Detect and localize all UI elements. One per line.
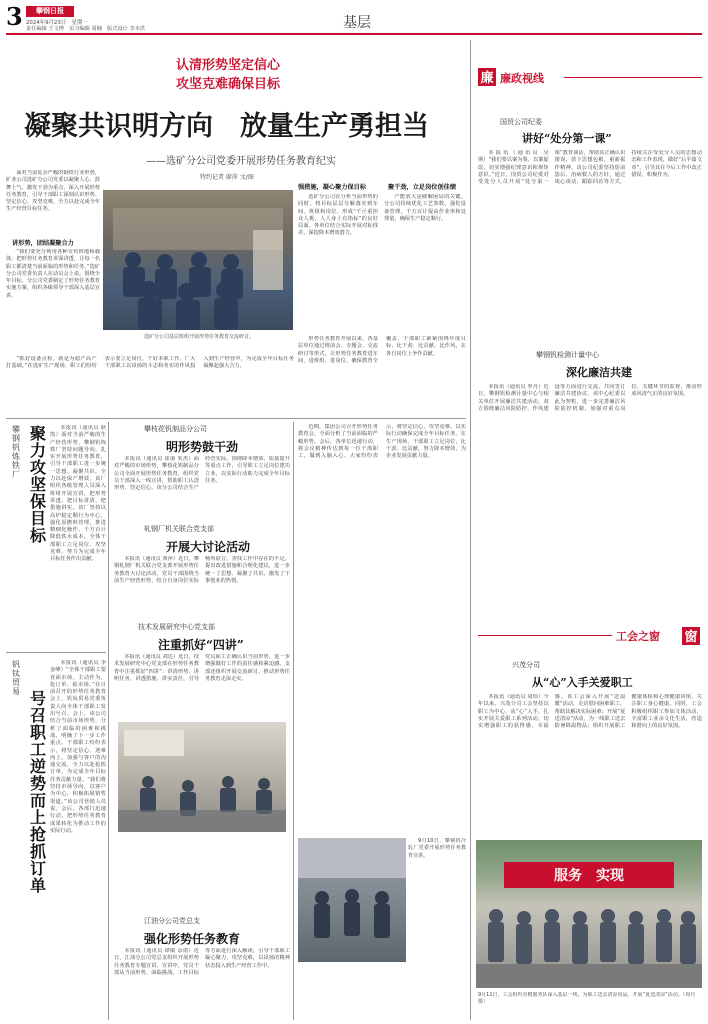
- photo-credit: （周丹 摄）: [478, 992, 696, 1005]
- center-photo: [298, 838, 406, 962]
- mid-text-3: 本报讯（通讯员 刘达）近日，技术发展研究中心党支部在形势任务教育中注重抓好“四讲”：讲清形势、讲明任务、讲透措施、讲实责任，引导党员职工正确认识当前形势，进一步增强做好工作的责任感和紧迫感。支部还组织开展交流研讨，推动形势任务教育走深走实。: [114, 654, 290, 682]
- right-kicker-2: 攀钢钒检测计量中心: [536, 351, 599, 359]
- left-kicker-1: 攀钢钒炼铁厂: [12, 425, 20, 479]
- right-caption-text: 9月11日，工会组织劳模服务队深入基层一线，为职工送去清凉用品，开展“夏送清凉”活动。: [478, 992, 683, 998]
- mid-kicker-2: 轧钢厂机关联合党支部: [144, 525, 214, 533]
- mid-photo: [118, 722, 286, 832]
- center-column-rule: [293, 422, 294, 1020]
- left-body-2: [50, 660, 106, 1016]
- right-headline-3: 从“心”入手关爱职工: [532, 676, 633, 689]
- date-line: 2024年9月23日 星期一: [26, 20, 88, 26]
- lead-subhead: ——选矿分公司党委开展形势任务教育纪实: [146, 156, 336, 167]
- slogan-line-1: 认清形势坚定信心: [176, 58, 281, 73]
- right-body-1: [478, 150, 702, 304]
- lead-bottom-rule: [6, 418, 466, 419]
- lead-paragraph-1: [6, 170, 100, 230]
- mid-headline-4: 强化形势任务教育: [144, 932, 241, 946]
- mid-headline-1: 明形势鼓干劲: [166, 440, 239, 454]
- mid-body-1: [114, 456, 290, 516]
- lead-subheading-2: 强措施，凝心聚力保目标: [298, 184, 367, 191]
- lead-p4: 产能放大是破解困局的关键。分公司持续优化工艺参数，强化设备管理，千方百计提高作业率和处理量，确保生产稳定顺行。: [384, 194, 466, 222]
- center-text: 近期，集团公司召开形势任务教育会，全面分析了当前面临的严峻形势。会后，各单位迅速行动，将会议精神传达到每一位干部职工，做到入脑入心。大家纷纷表示，将坚定信心，攻坚克难，以实际行动确保完成全年目标任务。在生产现场，干部职工立足岗位，比干劲、比贡献，努力降本增效，为企业发展贡献力量。: [298, 424, 466, 460]
- right-text-3: 本报讯（通讯员 周炜）今年以来，兴茂分司工会坚持以职工为中心，从“心”入手，扎实开展关爱职工系列活动，切实增强职工的获得感、幸福感。该工会深入开展“送温暖”活动，走访慰问困难职工，帮助其解决实际困难；开展“夏送清凉”活动，为一线职工送去防暑降温物品；组织开展职工健康体检和心理健康讲座，关注职工身心健康。同时，工会积极组织职工参加文体活动，丰富职工业余文化生活，营造和谐向上的良好氛围。: [478, 694, 702, 730]
- lead-paragraph-6: [298, 336, 466, 414]
- right-photo-caption: [478, 992, 702, 1014]
- mid-body-2: [114, 556, 290, 616]
- lead-p6: 形势任务教育开展以来，各基层单位通过班前会、专题会、交流研讨等形式，让形势任务教育进车间、进班组、进岗位，确保教育全覆盖。干部职工紧紧围绕年度目标，比干劲、比贡献、比作风，在各自岗位上争作贡献。: [298, 336, 466, 364]
- lead-p1: 面对当前复杂严峻的钢铁行业形势，矿业公司选矿分公司党委以凝聚人心、鼓舞士气、激发干劲为重点，深入开展形势任务教育，引导干部职工深刻认识形势、坚定信心、攻坚克难，全力以赴完成全年生产经营目标任务。: [6, 170, 100, 213]
- meeting-illustration: [103, 190, 293, 330]
- right-text-2: 本报讯（通讯员 罗丹）近日，攀钢钒检测计量中心与相关单位开展廉洁共建活动，双方围绕廉洁风险防控、作风建设等方面进行交流，共同签订廉洁共建协议。该中心纪委以此为契机，进一步完善廉洁风险防控机制，加强对重点岗位、关键环节的监督，推动形成风清气正的良好氛围。: [478, 384, 702, 412]
- mid-text-1: 本报讯（通讯员 崔丽 朱杰）面对严峻的市场形势，攀枝花钒制品分公司全面开展形势任务教育，组织党员干部深入一线宣讲，帮助职工认清形势、坚定信心。该分公司结合生产经营实际，围绕降本增效、质量提升等重点工作，引导职工立足岗位建功立业，以实际行动助力完成全年目标任务。: [114, 456, 290, 492]
- page-number: 3: [6, 2, 23, 31]
- section-name: 基层: [343, 15, 371, 31]
- mid-text-4: 本报讯（通讯员 谭敏 余倩）近日，江油分公司党总支组织开展形势任务教育专题宣讲。宣讲中，党员干部从当前形势、面临挑战、工作目标等方面进行深入解读，引导干部职工凝心聚力、攻坚克难，以昂扬的精神状态投入到生产经营工作中。: [114, 948, 290, 976]
- lianzheng-banner: [478, 68, 702, 86]
- chuang-icon: [682, 627, 700, 645]
- gonghui-banner: [478, 626, 702, 646]
- middle-column: [114, 422, 290, 1020]
- mid-headline-3: 注重抓好“四讲”: [158, 638, 244, 652]
- lead-photo: [103, 190, 293, 330]
- masthead-logo: 攀钢日报: [26, 6, 74, 17]
- mid-text-2: 本报讯（通讯员 黄萍）近日，攀钢轧钢厂机关联合党支部开展形势任务教育大讨论活动。党员干部围绕当前生产经营形势，结合自身岗位实际畅所欲言，查找工作中存在的不足，提出改进措施和合理化建议，进一步统一了思想、凝聚了共识，激发了干事创业的热情。: [114, 556, 290, 584]
- left-headline-2: 号召职工逆势而上抢抓订单: [30, 689, 47, 895]
- left-body-1: [50, 425, 106, 573]
- right-headline-1: 讲好“处分第一课”: [522, 132, 612, 145]
- editor-line: 责任编辑 王文博 实习编辑 周楠 版式设计 李本洪: [26, 26, 146, 32]
- header-rule: [6, 33, 702, 35]
- mid-body-3: [114, 654, 290, 720]
- lead-byline: 特约记者 廖萍 文/图: [200, 174, 254, 181]
- lead-subheading-1: 讲形势，团结凝聚合力: [12, 240, 74, 247]
- right-photo: [476, 840, 702, 988]
- left-kicker-2: 钒钛贸易: [12, 660, 20, 696]
- mid-kicker-4: 江油分公司党总支: [144, 917, 200, 925]
- classroom-illustration: [118, 722, 286, 832]
- lian-icon: [478, 68, 496, 86]
- page-header: [6, 4, 706, 30]
- right-body-2: [478, 384, 702, 624]
- right-body-3: [478, 694, 702, 834]
- lead-p2: “我们要充分利用各种宣传阵地和载体，把形势任务教育讲深讲透，让每一名职工都清楚当前面临的形势和任务。”选矿分公司党委负责人在动员会上说。围绕全年目标，分公司党委制定了形势任务教育实施方案，组织各级领导干部深入基层宣讲。: [6, 249, 100, 299]
- lianzheng-rule: [564, 77, 702, 78]
- lead-p5: “抓好设备点检，就是为稳产高产打基础。”在选矿生产现场，职工们纷纷表示要立足岗位，干好本职工作。广大干部职工以昂扬的斗志和务实的作风投入到生产经营中，为完成全年目标任务凝聚起强大合力。: [6, 356, 294, 370]
- volunteer-illustration: [476, 840, 702, 988]
- lead-paragraph-3: [298, 194, 378, 329]
- gonghui-rule: [478, 635, 612, 636]
- center-photo-caption: [408, 838, 466, 924]
- mid-kicker-3: 技术发展研究中心党支部: [138, 623, 215, 631]
- lead-paragraph-5: [6, 356, 294, 414]
- workers-illustration: [298, 838, 406, 962]
- left-divider: [6, 652, 106, 653]
- gonghui-title: 工会之窗: [616, 630, 660, 643]
- right-kicker-3: 兴茂分司: [512, 661, 540, 669]
- lead-headline: 凝聚共识明方向 放量生产勇担当: [24, 111, 429, 142]
- lianzheng-title: 廉政视线: [500, 72, 544, 85]
- left-text-2: 本报讯（通讯员 李金峰）“全体干部职工要直面市场、主动作为，抢订单、拓市场。”在日前召开的形势任务教育会上，钒钛贸易党委负责人向全体干部职工发出号召。会上，该公司结合当前市场形势，分析了面临的困难和挑战，明确了下一步工作重点。干部职工纷纷表示，将坚定信心、迎难而上，加强与客户的沟通交流，全力以赴抢抓订单，为完成全年目标任务贡献力量。“我们将坚持市场导向，以客户为中心，积极拓展销售渠道。”该公司营销人员说。会后，各部门迅速行动，把形势任务教育成果转化为推动工作的实际行动。: [50, 660, 106, 834]
- center-tail: [298, 966, 466, 1020]
- center-body: [298, 424, 466, 832]
- mid-kicker-1: 攀枝花钒制品分公司: [144, 425, 207, 433]
- right-kicker-1: 国贸公司纪委: [500, 118, 542, 126]
- left-text-1: 本报讯（通讯员 耿凯）面对当前严峻的生产经营形势，攀钢钒炼铁厂坚持问题导向，扎实开展形势任务教育，引导干部职工进一步统一思想、凝聚共识，全力以赴保产增效。该厂组织各级管理人员深入班组开展宣讲，把形势讲透、把目标讲清、把措施讲实。该厂坚持以高炉稳定顺行为中心，强化原燃料管理，推进精细化操作，千方百计降低铁水成本，全体干部职工立足岗位、攻坚克难，努力为完成全年目标任务作出贡献。: [50, 425, 106, 563]
- photo-banner-text: 服务 实现: [554, 868, 624, 884]
- lead-subheading-3: 聚干劲，立足岗位创佳绩: [388, 184, 457, 191]
- left-headline-1: 聚力攻坚保目标: [30, 424, 47, 545]
- left-column-rule: [108, 422, 109, 1020]
- lead-paragraph-2: [6, 249, 100, 349]
- mid-headline-2: 开展大讨论活动: [166, 540, 251, 554]
- lead-photo-caption: 选矿分公司基层班组开展形势任务教育交流研讨。: [143, 334, 254, 340]
- mid-body-4: [114, 948, 290, 1018]
- right-column-rule: [470, 40, 471, 1020]
- right-headline-2: 深化廉洁共建: [566, 366, 632, 379]
- slogan-box: [176, 54, 286, 98]
- svg-text:窗: 窗: [684, 630, 698, 645]
- right-text-1: 本报讯（通讯员 吴斯）“我们要以案为鉴、以案促改，切实增强纪律意识和规矩意识。”近日，国贸公司纪委对受处分人员开展“处分第一课”教育谈话，帮助其正确认识错误、放下思想包袱，重新振作精神。该公司纪委坚持惩前毖后、治病救人的方针，通过谈心谈话、跟踪回访等方式，持续关注受处分人员的思想动态和工作表现，做好“后半篇文章”，引导其在今后工作中改正错误、积极作为。: [478, 150, 702, 186]
- slogan-line-2: 攻坚克难确保目标: [176, 77, 281, 92]
- center-caption-text: 9月10日，攀钢钒冷轧厂党委开展形势任务教育宣讲。: [408, 838, 466, 859]
- lead-paragraph-4: [384, 194, 466, 329]
- lead-p3: 选矿分公司在分析当前形势的同时，将目标层层分解落实到车间、班组和岗位，形成“千斤重担众人挑，人人身上有指标”的良好局面。各单位结合实际开展对标找差，深挖降本增效潜力。: [298, 194, 378, 237]
- svg-text:廉: 廉: [480, 71, 494, 86]
